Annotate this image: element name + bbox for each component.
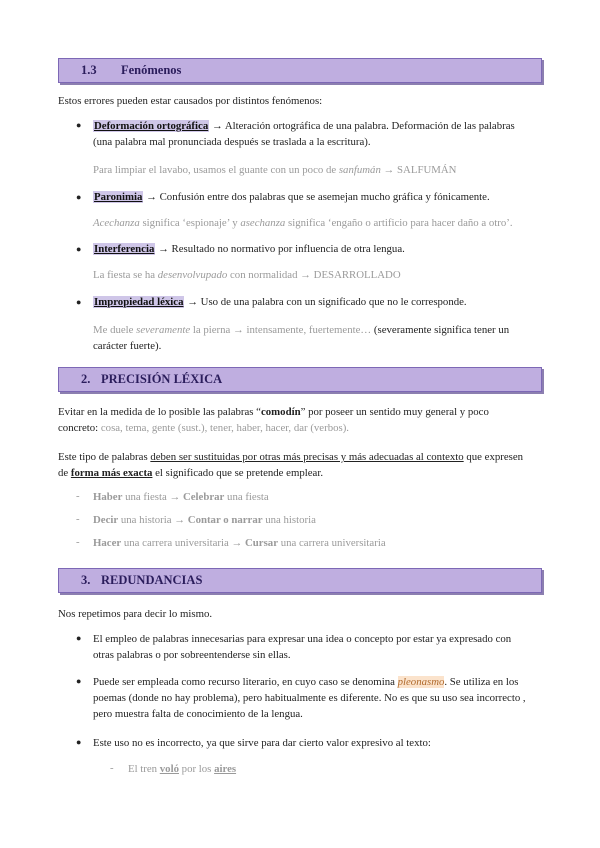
term: Impropiedad léxica	[94, 296, 184, 308]
bullet-icon: ●	[76, 120, 82, 130]
example-item: Haber una fiesta → Celebrar una fiesta	[93, 491, 269, 503]
list-item-impropiedad: Impropiedad léxica → Uso de una palabra con un significado que no le corresponde.	[94, 296, 467, 308]
section-heading-precision	[58, 367, 542, 392]
example-item: Decir una historia → Contar o narrar una historia	[93, 514, 316, 526]
section-heading-fenomenos	[58, 58, 542, 83]
bullet-icon: ●	[76, 244, 82, 254]
example-paronimia: Acechanza significa ‘espionaje’ y asechanza significa ‘engaño o artificio para hacer daño a otro’.	[93, 217, 513, 229]
list-item-interferencia: Interferencia → Resultado no normativo por influencia de otra lengua.	[94, 243, 405, 255]
term: Deformación ortográfica	[94, 120, 209, 132]
bullet-icon: ●	[76, 737, 82, 747]
term: Paronimia	[94, 191, 143, 203]
bullet-icon: ●	[76, 676, 82, 686]
list-item-pleonasmo: Puede ser empleada como recurso literario, en cuyo caso se denomina pleonasmo. Se utiliza en los poemas (donde no hay problema), pero habitualmente es diferente. No es que su uso sea incorrecto , pero muestra falta de conocimiento de la lengua.	[93, 676, 526, 720]
section-title: Fenómenos	[121, 63, 182, 77]
list-item-deformacion: Deformación ortográfica → Alteración ortográfica de una palabra. Deformación de las palabras (una palabra mal pronunciada después se traslada a la escritura).	[93, 120, 515, 148]
dash-icon: -	[110, 762, 114, 774]
example-deformacion: Para limpiar el lavabo, usamos el guante con un poco de sanfumán → SALFUMÁN	[93, 164, 457, 176]
example-interferencia: La fiesta se ha desenvolvupado con normalidad → DESARROLLADO	[93, 269, 401, 281]
bullet-icon: ●	[76, 192, 82, 202]
section-title: PRECISIÓN LÉXICA	[101, 372, 223, 386]
intro-text: Nos repetimos para decir lo mismo.	[58, 608, 213, 620]
list-item-empleo: El empleo de palabras innecesarias para expresar una idea o concepto por estar ya expresado con otras palabras o por sobreentenderse sin ellas.	[93, 633, 512, 661]
list-item-valor-expresivo: Este uso no es incorrecto, ya que sirve para dar cierto valor expresivo al texto:	[93, 737, 431, 749]
bullet-icon: ●	[76, 633, 82, 643]
example-impropiedad: Me duele severamente la pierna → intensamente, fuertemente… (severamente significa tener un carácter fuerte).	[93, 324, 510, 352]
list-item-paronimia: Paronimia → Confusión entre dos palabras que se asemejan mucho gráfica y fónicamente.	[94, 191, 490, 203]
dash-icon: -	[76, 536, 80, 548]
paragraph-comodin: Evitar en la medida de lo posible las palabras “comodín” por poseer un sentido muy general y poco concreto: cosa, tema, gente (sust.), tener, haber, hacer, dar (verbos).	[58, 406, 489, 434]
section-title: REDUNDANCIAS	[101, 573, 203, 587]
dash-icon: -	[76, 490, 80, 502]
term: Interferencia	[94, 243, 155, 255]
paragraph-sustitucion: Este tipo de palabras deben ser sustituidas por otras más precisas y más adecuadas al contexto que expresen de forma más exacta el significado que se pretende emplear.	[58, 451, 524, 479]
bullet-icon: ●	[76, 297, 82, 307]
example-tren: El tren voló por los aires	[128, 763, 237, 775]
section-number: 1.3	[81, 63, 97, 77]
intro-text: Estos errores pueden estar causados por distintos fenómenos:	[58, 95, 323, 107]
dash-icon: -	[76, 513, 80, 525]
section-number: 3.	[81, 573, 91, 587]
section-heading-redundancias	[58, 568, 542, 593]
section-number: 2.	[81, 372, 91, 386]
example-item: Hacer una carrera universitaria → Cursar una carrera universitaria	[93, 537, 386, 549]
